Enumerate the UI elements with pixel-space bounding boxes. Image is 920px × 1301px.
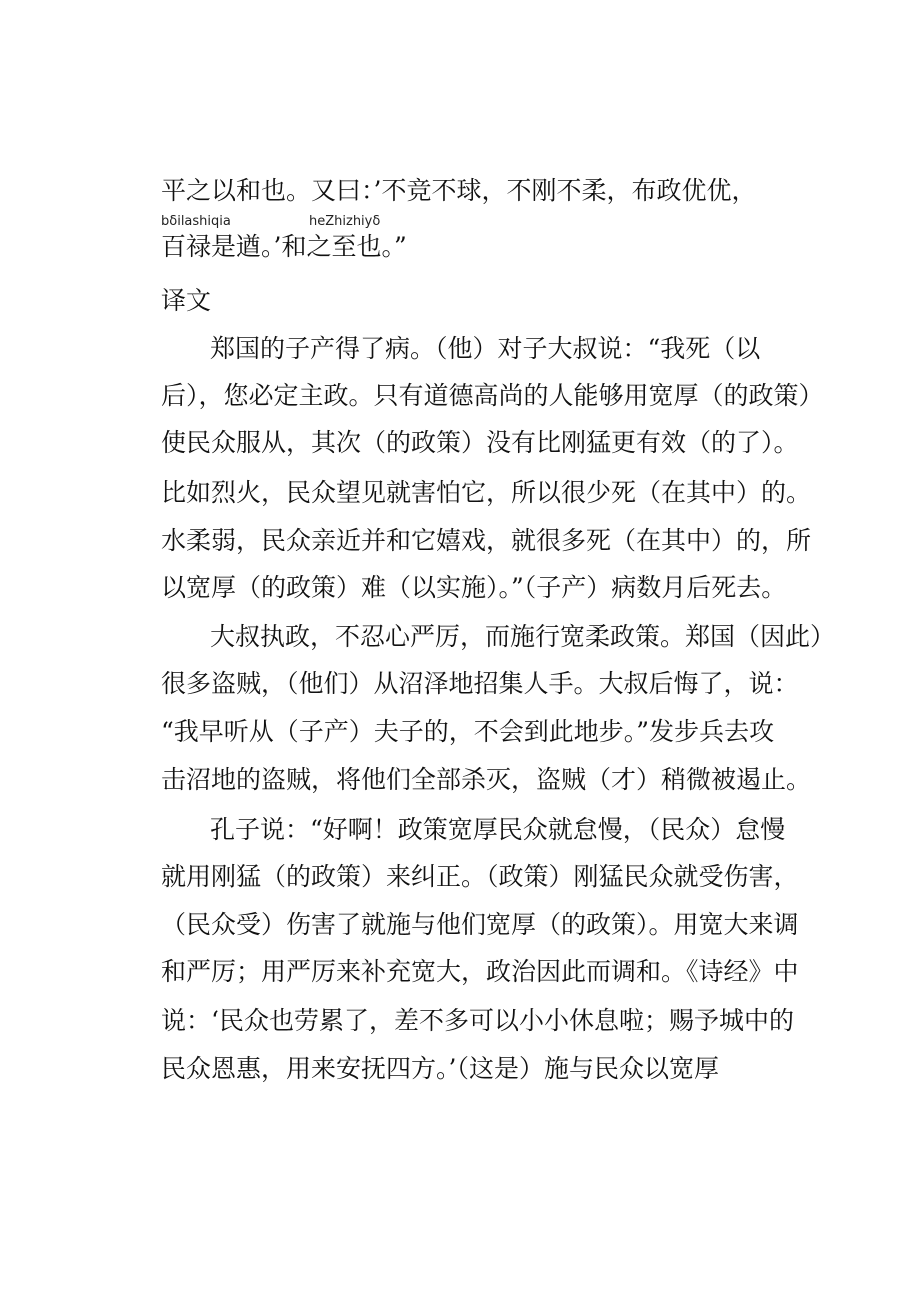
- translation-heading: 译文: [161, 286, 212, 315]
- pinyin-annotation-right: heZhizhiyδ: [309, 214, 381, 229]
- original-text-line-1: 平之以和也。又曰：’不竞不球，不刚不柔，布政优优，: [161, 176, 757, 205]
- paragraph-1-line-1: 郑国的子产得了病。（他）对子大叔说：“我死（以: [210, 334, 761, 363]
- pinyin-annotation-left: bδilashiqia: [161, 214, 231, 229]
- paragraph-1-line-3: 使民众服从，其次（的政策）没有比刚猛更有效（的了）。: [161, 428, 799, 457]
- paragraph-2-line-3: “我早听从（子产）夫子的，不会到此地步。”发步兵去攻: [161, 717, 775, 746]
- paragraph-3-line-3: （民众受）伤害了就施与他们宽厚（的政策）。用宽大来调: [161, 910, 799, 939]
- original-text-line-2: 百禄是遒。’和之至也。”: [161, 232, 407, 261]
- paragraph-3-line-2: 就用刚猛（的政策）来纠正。（政策）刚猛民众就受伤害，: [161, 862, 799, 891]
- paragraph-1-line-2: 后），您必定主政。只有道德高尚的人能够用宽厚（的政策）: [161, 381, 824, 410]
- paragraph-3-line-4: 和严厉；用严厉来补充宽大，政治因此而调和。《诗经》中: [161, 957, 799, 986]
- paragraph-2-line-4: 击沼地的盗贼，将他们全部杀灭，盗贼（才）稍微被遏止。: [161, 765, 812, 794]
- paragraph-1-line-5: 水柔弱，民众亲近并和它嬉戏，就很多死（在其中）的，所: [161, 526, 812, 555]
- paragraph-3-line-5: 说：‘民众也劳累了，差不多可以小小休息啦；赐予城中的: [161, 1006, 794, 1035]
- paragraph-2-line-2: 很多盗贼，（他们）从沼泽地招集人手。大叔后悔了，说：: [161, 669, 799, 698]
- paragraph-1-line-4: 比如烈火，民众望见就害怕它，所以很少死（在其中）的。: [161, 478, 812, 507]
- paragraph-2-line-1: 大叔执政，不忍心严厉，而施行宽柔政策。郑国（因此）: [210, 622, 836, 651]
- paragraph-3-line-1: 孔子说：“好啊！政策宽厚民众就怠慢，（民众）怠慢: [210, 815, 786, 844]
- paragraph-3-line-6: 民众恩惠，用来安抚四方。’（这是）施与民众以宽厚: [161, 1054, 719, 1083]
- paragraph-1-line-6: 以宽厚（的政策）难（以实施）。”（子产）病数月后死去。: [161, 573, 787, 602]
